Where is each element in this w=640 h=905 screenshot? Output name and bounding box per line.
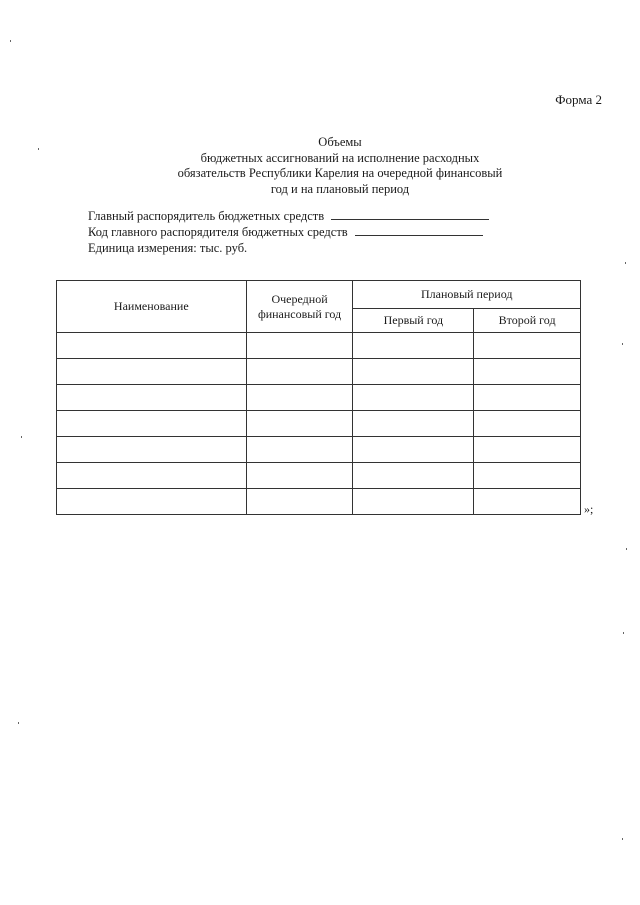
- table-cell[interactable]: [246, 385, 353, 411]
- table-row: [57, 463, 581, 489]
- table-cell[interactable]: [353, 437, 474, 463]
- table-cell[interactable]: [353, 385, 474, 411]
- table-cell[interactable]: [57, 411, 247, 437]
- table-cell[interactable]: [57, 359, 247, 385]
- unit-line: [88, 240, 489, 256]
- document-title: [150, 135, 530, 197]
- table-cell[interactable]: [353, 359, 474, 385]
- table-cell[interactable]: [474, 411, 581, 437]
- table-cell[interactable]: [353, 489, 474, 515]
- table-cell[interactable]: [474, 333, 581, 359]
- table-cell[interactable]: [353, 333, 474, 359]
- table-cell[interactable]: [57, 437, 247, 463]
- main-manager-code-line: [88, 224, 489, 240]
- table-cell[interactable]: [353, 411, 474, 437]
- scan-speck: [622, 343, 623, 345]
- header-first-year: Первый год: [353, 309, 474, 333]
- main-manager-code-blank-field[interactable]: [355, 226, 483, 236]
- main-manager-line: [88, 208, 489, 224]
- unit-label: Единица измерения: тыс. руб.: [88, 241, 248, 255]
- meta-block: [88, 208, 489, 256]
- scan-speck: [623, 632, 624, 634]
- table-cell[interactable]: [246, 333, 353, 359]
- header-name: Наименование: [57, 281, 247, 333]
- table-cell[interactable]: [246, 437, 353, 463]
- table-cell[interactable]: [474, 385, 581, 411]
- title-line-2: бюджетных ассигнований на исполнение расходных: [200, 150, 480, 165]
- appropriations-table: [56, 280, 581, 515]
- table-cell[interactable]: [474, 359, 581, 385]
- table-cell[interactable]: [474, 489, 581, 515]
- scan-speck: [18, 722, 19, 724]
- scan-speck: [626, 548, 627, 550]
- scan-speck: [625, 262, 626, 264]
- table-cell[interactable]: [353, 463, 474, 489]
- header-next-year: Очередной финансовый год: [246, 281, 353, 333]
- table-row: [57, 333, 581, 359]
- main-manager-code-label: Код главного распорядителя бюджетных средств: [88, 225, 348, 239]
- table-cell[interactable]: [246, 411, 353, 437]
- title-line-4: год и на плановый период: [270, 181, 410, 196]
- table-row: [57, 411, 581, 437]
- title-line-3: обязательств Республики Карелия на очередной финансовый: [177, 166, 503, 180]
- main-manager-label: Главный распорядитель бюджетных средств: [88, 209, 325, 223]
- table-row: [57, 385, 581, 411]
- table-row: [57, 489, 581, 515]
- scan-speck: [38, 148, 39, 150]
- header-planning-period: Плановый период: [353, 281, 581, 309]
- form-number-label: Форма 2: [555, 92, 602, 107]
- table-cell[interactable]: [57, 489, 247, 515]
- table-cell[interactable]: [474, 437, 581, 463]
- main-manager-blank-field[interactable]: [331, 210, 489, 220]
- table-cell[interactable]: [57, 385, 247, 411]
- table-cell[interactable]: [246, 359, 353, 385]
- title-line-1: Объемы: [318, 135, 362, 149]
- scan-speck: [10, 40, 11, 42]
- closing-quote-mark: »;: [584, 502, 594, 516]
- header-second-year: Второй год: [474, 309, 581, 333]
- table-row: [57, 359, 581, 385]
- table-cell[interactable]: [246, 489, 353, 515]
- table-cell[interactable]: [57, 333, 247, 359]
- table-cell[interactable]: [474, 463, 581, 489]
- scan-speck: [21, 436, 22, 438]
- table-cell[interactable]: [57, 463, 247, 489]
- scan-speck: [622, 838, 623, 840]
- table-cell[interactable]: [246, 463, 353, 489]
- table-row: [57, 437, 581, 463]
